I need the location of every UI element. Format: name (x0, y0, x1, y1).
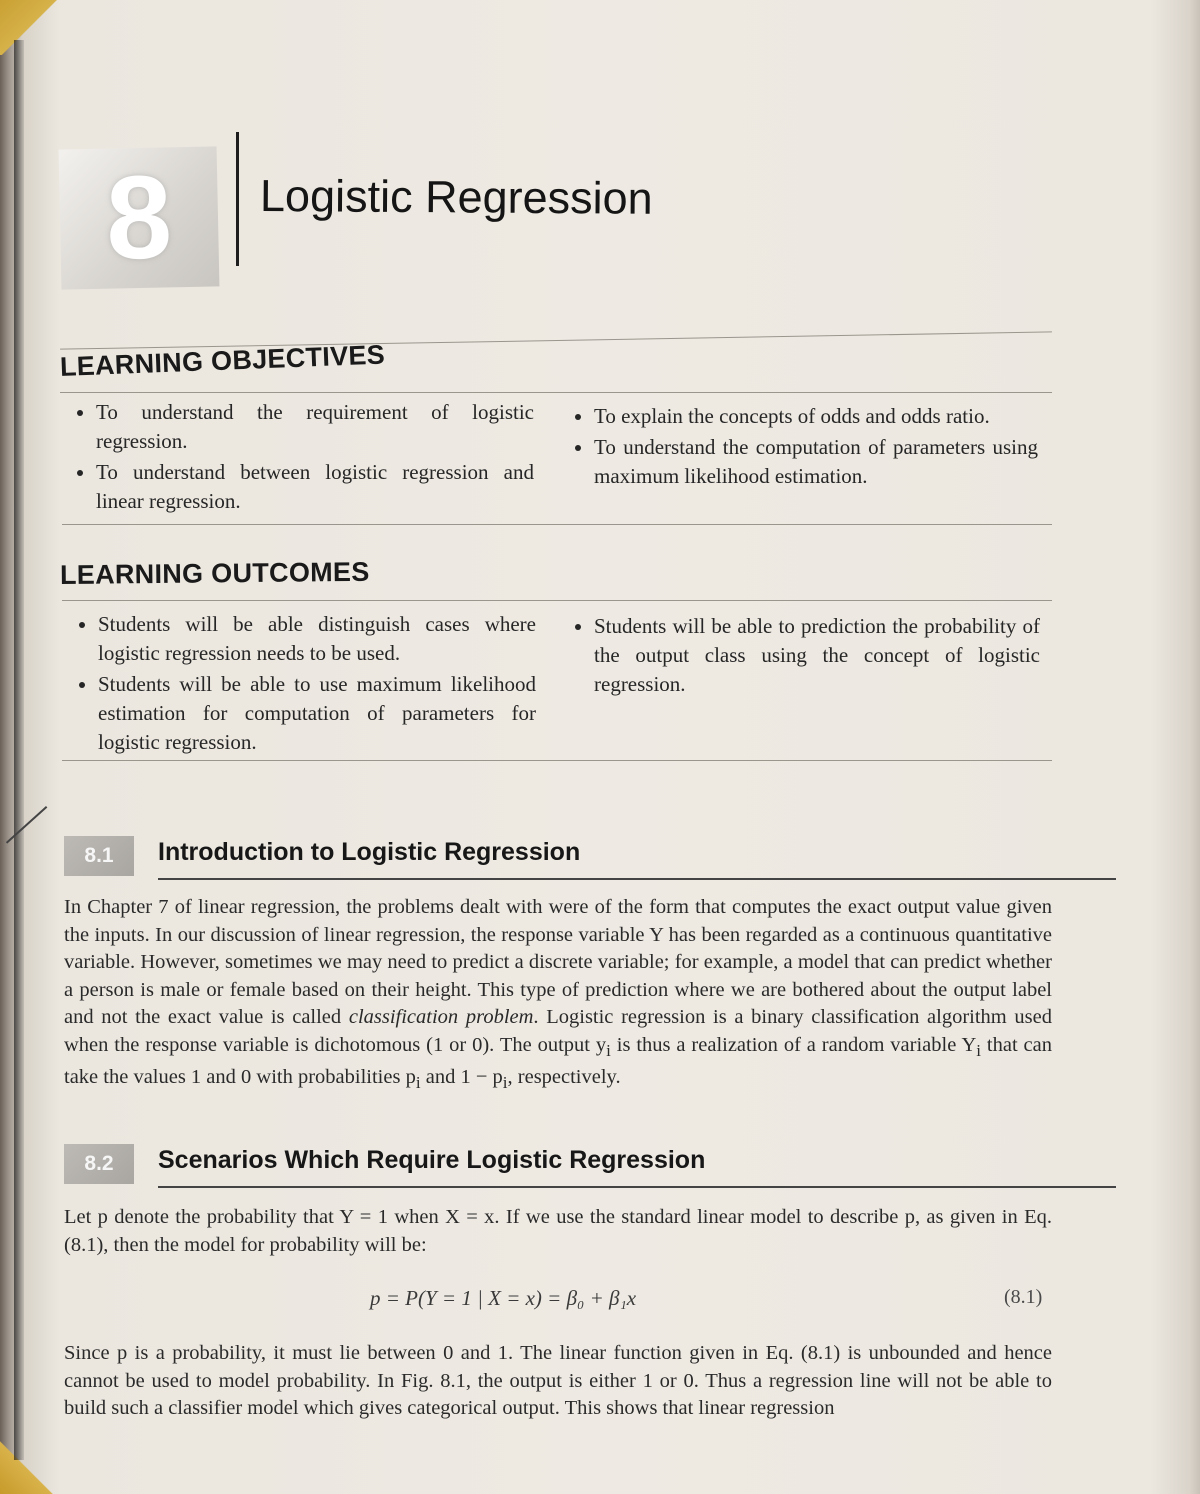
outcome-item: • Students will be able to prediction the probability of the output class using the concept of logistic regression. (594, 612, 1040, 699)
paragraph-text: In Chapter 7 of linear regression, the problems dealt with were of the form that computes the exact output value given the inputs. In our discussion of linear regression, the response variable Y has been regarded as a continuous quantitative variable. However, sometimes we may need to predict a discrete variable; for example, a model that can predict whether a person is male or female based on their height. This type of prediction where we are bothered about the output label and not the exact value is called (64, 896, 1052, 1028)
section-heading-8-2 (64, 1144, 1054, 1186)
objective-item: • To understand the computation of parameters using maximum likelihood estimation. (594, 433, 1038, 491)
outcomes-right-list (556, 612, 1040, 701)
section-heading-8-1 (64, 836, 1054, 878)
outcome-item: • Students will be able distinguish cases where logistic regression needs to be used. (98, 610, 536, 668)
book-spine-shadow (14, 40, 24, 1460)
chapter-divider (236, 132, 239, 266)
paragraph-text: is thus a realization of a random variable Y (610, 1033, 977, 1056)
chapter-title: Logistic Regression (259, 170, 653, 224)
section-title: Introduction to Logistic Regression (158, 838, 581, 866)
outcomes-top-rule (62, 600, 1052, 601)
paragraph-text: , respectively. (507, 1066, 621, 1089)
paragraph-text: that can take the values 1 and 0 with probabilities p (64, 1033, 1052, 1089)
outcomes-heading: LEARNING OUTCOMES (59, 556, 370, 590)
objective-item: • To understand the requirement of logistic regression. (96, 398, 534, 456)
objective-item: • To explain the concepts of odds and odds ratio. (594, 402, 1038, 431)
section-rule (158, 878, 1116, 880)
section-8-2-paragraph-1: Let p denote the probability that Y = 1 when X = x. If we use the standard linear model to describe p, as given in Eq. (8.1), then the model for probability will be: (64, 1206, 1052, 1256)
section-8-2-paragraph-2: Since p is a probability, it must lie between 0 and 1. The linear function given in Eq. (8.1) is unbounded and hence cannot be used to model probability. In Fig. 8.1, the output is either 1 or 0. Thus a regression line will not be able to build such a classifier model which gives categorical output. This shows that linear regression (64, 1342, 1052, 1419)
objectives-right-list (556, 402, 1038, 493)
subscript: i (606, 1040, 611, 1060)
section-title: Scenarios Which Require Logistic Regression (158, 1146, 706, 1174)
equation-number: (8.1) (1004, 1286, 1043, 1308)
section-rule (158, 1186, 1116, 1188)
section-number-badge: 8.1 (64, 836, 134, 876)
paragraph-text: . Logistic regression is a binary classification algorithm used when the response variable is dichotomous (1 or 0). The output y (64, 1006, 1052, 1056)
paragraph-text: and 1 − p (420, 1066, 503, 1089)
outcomes-bottom-rule (62, 760, 1052, 761)
objectives-sub-rule (60, 392, 1052, 393)
italic-term: classification problem (348, 1006, 534, 1028)
subscript: i (976, 1040, 982, 1060)
objectives-heading: LEARNING OBJECTIVES (59, 339, 386, 382)
objective-item: • To understand between logistic regression and linear regression. (96, 458, 534, 516)
outcome-item: • Students will be able to use maximum likelihood estimation for computation of parameters for logistic regression. (98, 670, 536, 757)
section-number-badge: 8.2 (64, 1144, 134, 1184)
subscript: i (415, 1073, 421, 1093)
objectives-left-list (58, 398, 534, 518)
section-8-1-paragraph (64, 894, 1052, 1097)
outcomes-left-list (60, 610, 536, 759)
page-corner-top (0, 0, 70, 55)
subscript: i (502, 1073, 508, 1093)
equation-8-1: p = P(Y = 1 | X = x) = β₀ + β₁x (370, 1286, 637, 1310)
objectives-bottom-rule (62, 524, 1052, 525)
page-corner-bottom (0, 1424, 60, 1494)
chapter-number: 8 (59, 146, 220, 289)
